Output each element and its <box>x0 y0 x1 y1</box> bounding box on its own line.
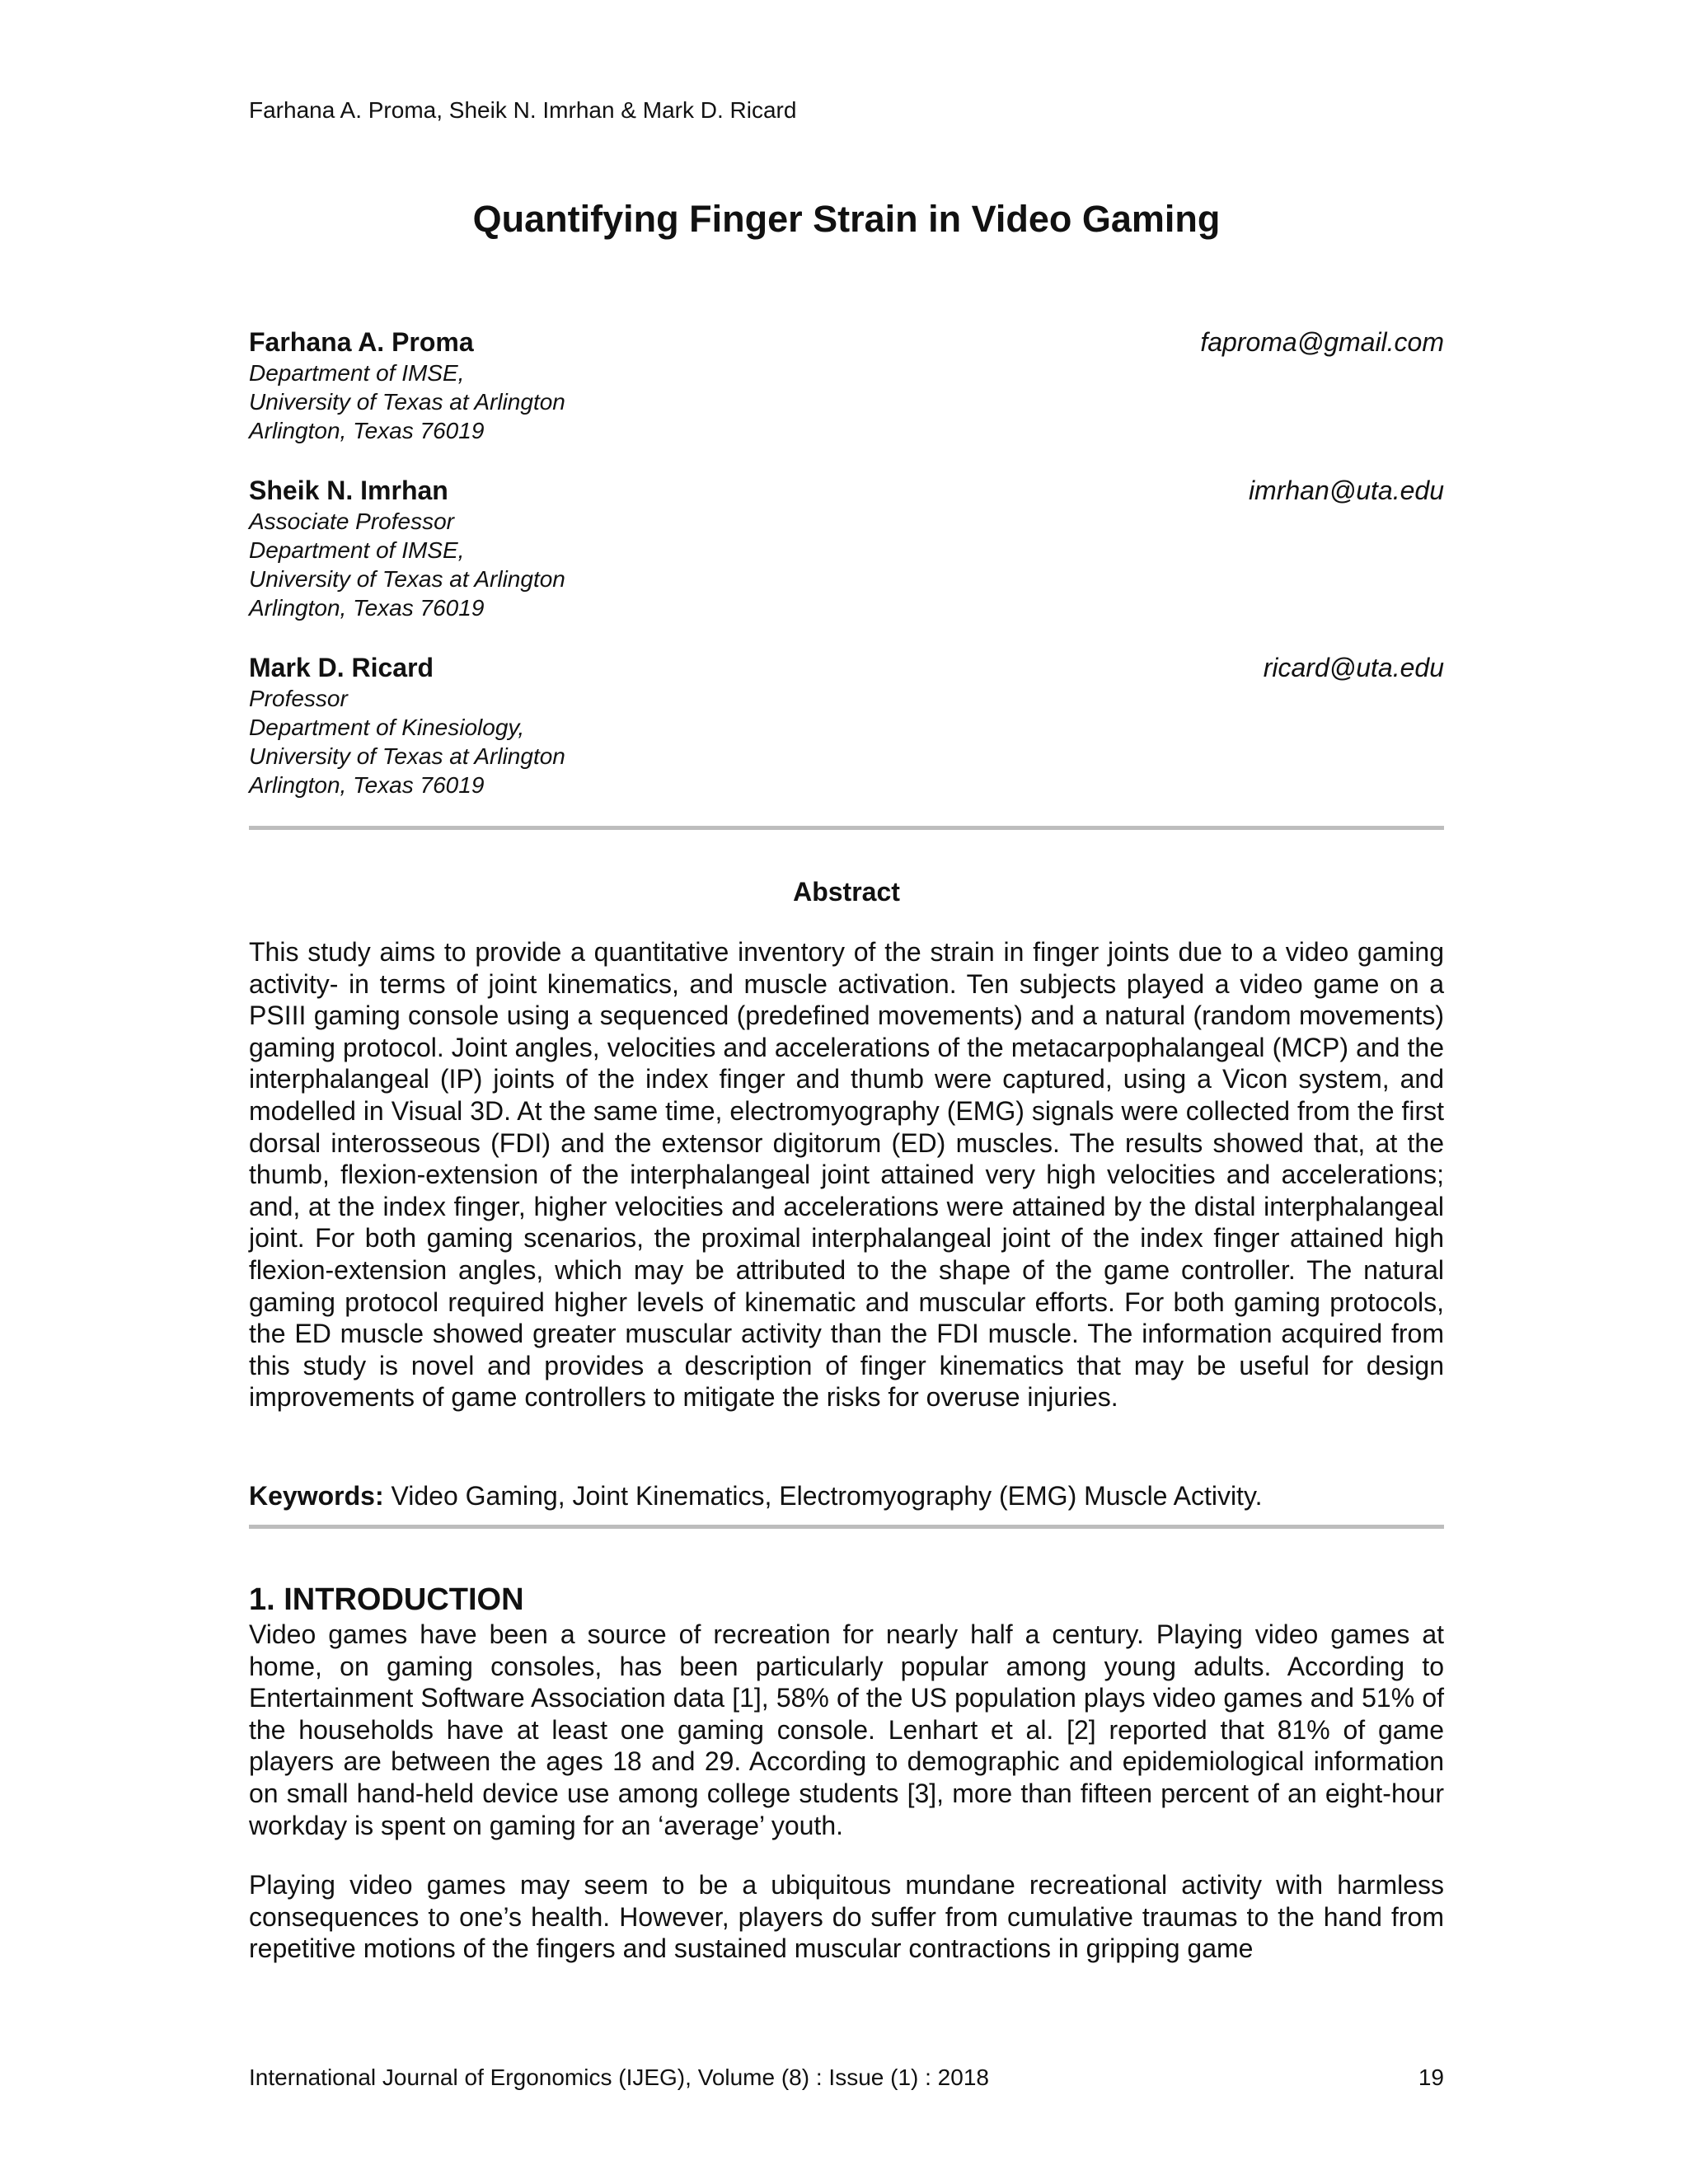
author-affiliation-line: University of Texas at Arlington <box>249 743 565 769</box>
author-affiliation-line: Professor <box>249 686 348 711</box>
author-affiliation-line: Arlington, Texas 76019 <box>249 772 485 798</box>
author-block <box>249 326 1444 445</box>
author-affiliation-line: University of Texas at Arlington <box>249 566 565 592</box>
author-block <box>249 474 1444 622</box>
keywords-text: Video Gaming, Joint Kinematics, Electromyography (EMG) Muscle Activity. <box>391 1481 1263 1511</box>
abstract-text: This study aims to provide a quantitative inventory of the strain in finger joints due to a video gaming activity- in terms of joint kinematics, and muscle activation. Ten subjects played a video game on a PSIII gaming console using a sequenced (predefined movements) and a natural (random movements) gaming protocol. Joint angles, velocities and accelerations of the metacarpophalangeal (MCP) and the interphalangeal (IP) joints of the index finger and thumb were captured, using a Vicon system, and modelled in Visual 3D. At the same time, electromyography (EMG) signals were collected from the first dorsal interosseous (FDI) and the extensor digitorum (ED) muscles. The results showed that, at the thumb, flexion-extension of the interphalangeal joint attained very high velocities and accelerations; and, at the index finger, higher velocities and accelerations were attained by the distal interphalangeal joint. For both gaming scenarios, the proximal interphalangeal joint of the index finger attained high flexion-extension angles, which may be attributed to the shape of the game controller. The natural gaming protocol required higher levels of kinematic and muscular efforts. For both gaming protocols, the ED muscle showed greater muscular activity than the FDI muscle. The information acquired from this study is novel and provides a description of finger kinematics that may be useful for design improvements of game controllers to mitigate the risks for overuse injuries. <box>249 937 1444 1413</box>
intro-paragraph: Playing video games may seem to be a ubiquitous mundane recreational activity with harmless consequences to one’s health. However, players do suffer from cumulative traumas to the hand from repetitive motions of the fingers and sustained muscular contractions in gripping game <box>249 1870 1444 1964</box>
running-header: Farhana A. Proma, Sheik N. Imrhan & Mark D. Ricard <box>249 97 797 123</box>
journal-citation: International Journal of Ergonomics (IJEG), Volume (8) : Issue (1) : 2018 <box>249 2064 989 2090</box>
keywords <box>249 1481 1444 1511</box>
author-name: Mark D. Ricard <box>249 653 434 682</box>
page-number: 19 <box>1418 2064 1444 2090</box>
author-affiliation-line: University of Texas at Arlington <box>249 389 565 415</box>
author-affiliation-line: Arlington, Texas 76019 <box>249 418 485 443</box>
section-divider <box>249 1525 1444 1529</box>
section-divider <box>249 826 1444 830</box>
author-affiliation-line: Arlington, Texas 76019 <box>249 595 485 621</box>
author-affiliation-line: Department of IMSE, <box>249 360 465 386</box>
section-heading-introduction: 1. INTRODUCTION <box>249 1582 524 1617</box>
keywords-label: Keywords: <box>249 1481 384 1511</box>
intro-paragraph: Video games have been a source of recreation for nearly half a century. Playing video games at home, on gaming consoles, has been particularly popular among young adults. According to Entertainment Software Association data [1], 58% of the US population plays video games and 51% of the households have at least one gaming console. Lenhart et al. [2] reported that 81% of game players are between the ages 18 and 29. According to demographic and epidemiological information on small hand-held device use among college students [3], more than fifteen percent of an eight-hour workday is spent on gaming for an ‘average’ youth. <box>249 1619 1444 1840</box>
author-name: Sheik N. Imrhan <box>249 476 448 505</box>
page-footer <box>249 2064 1444 2091</box>
author-affiliation-line: Department of IMSE, <box>249 537 465 563</box>
paper-title: Quantifying Finger Strain in Video Gaming <box>472 198 1221 240</box>
author-email: imrhan@uta.edu <box>1248 476 1444 505</box>
author-email: ricard@uta.edu <box>1263 653 1444 682</box>
author-affiliation-line: Associate Professor <box>249 509 454 534</box>
abstract-heading: Abstract <box>793 877 900 907</box>
author-affiliation-line: Department of Kinesiology, <box>249 715 525 740</box>
author-block <box>249 651 1444 799</box>
author-email: faproma@gmail.com <box>1200 327 1444 357</box>
author-name: Farhana A. Proma <box>249 327 474 357</box>
